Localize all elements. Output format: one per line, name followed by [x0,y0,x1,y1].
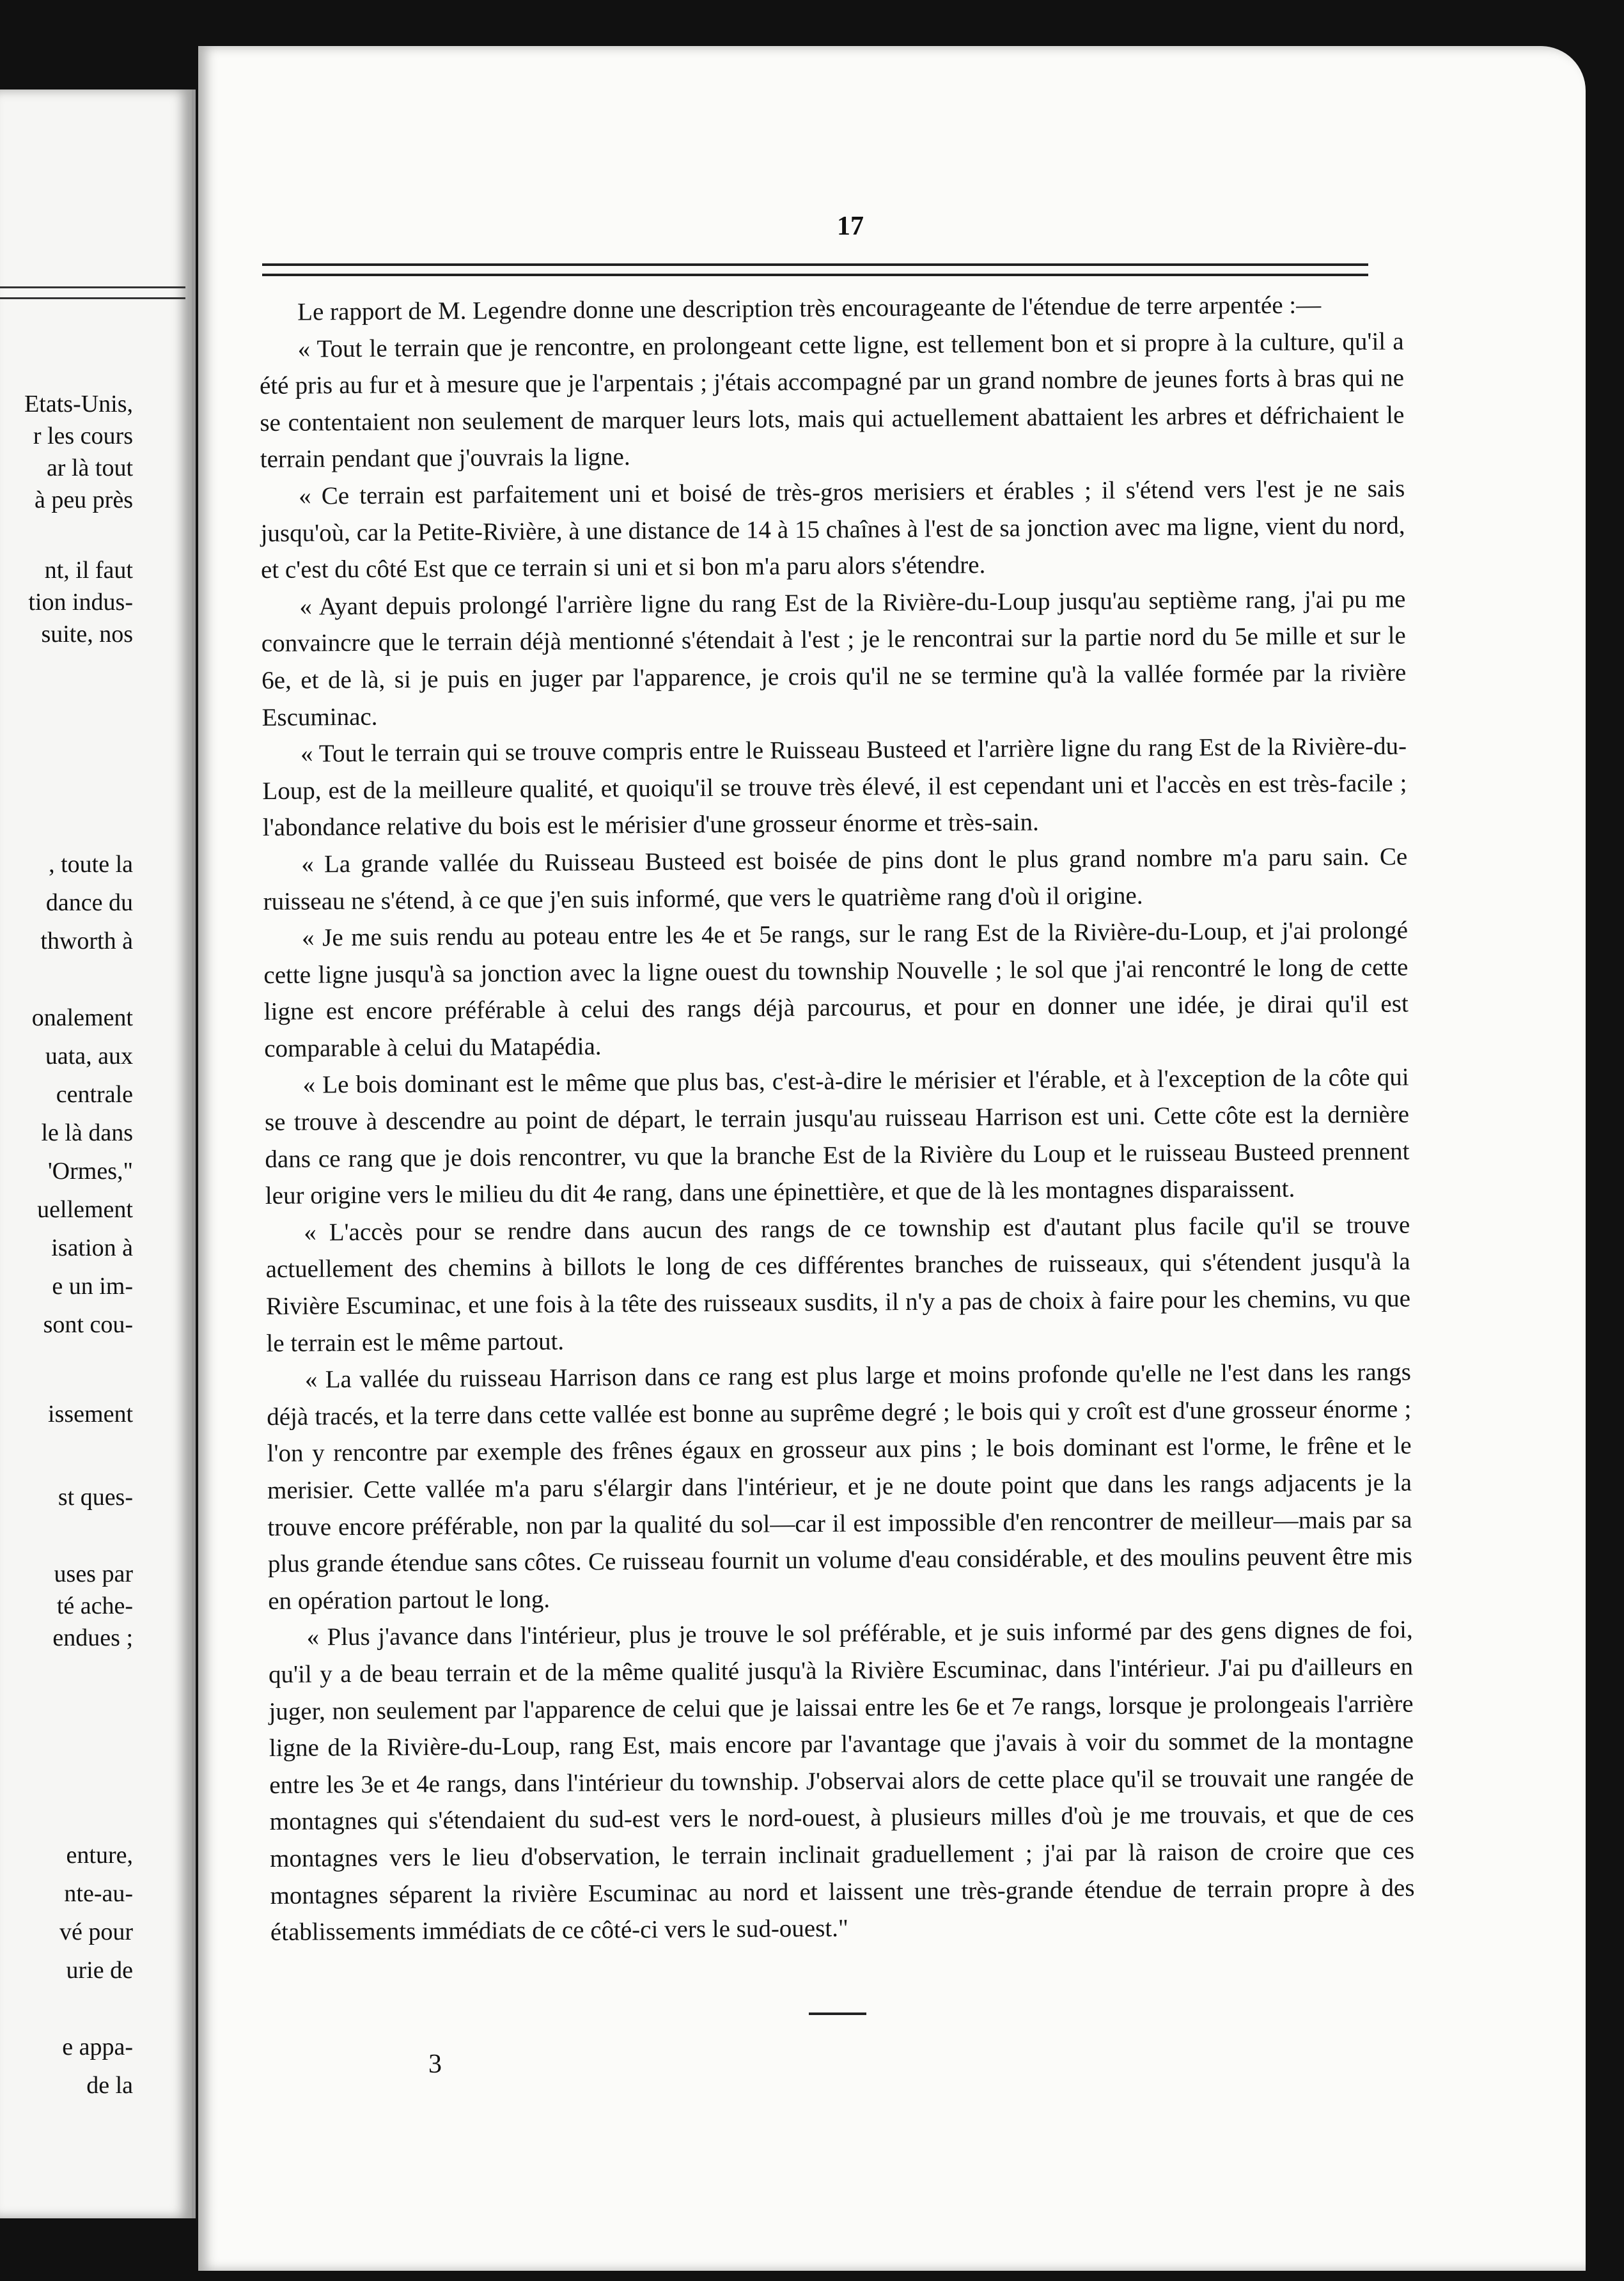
facing-line: tion indus- [28,589,133,616]
facing-line: e appa- [62,2034,133,2060]
facing-line: nte-au- [64,1880,133,1907]
page-number: 17 [837,212,864,241]
header-double-rule [262,263,1368,276]
facing-line: r les cours [33,423,133,449]
facing-line: nt, il faut [44,557,133,584]
facing-line: enture, [66,1842,133,1869]
facing-line: isation à [51,1234,133,1261]
facing-line: issement [48,1401,133,1428]
quoted-paragraph: « Ce terrain est parfaitement uni et boisé de très-gros merisiers et érables ; il s'étend vers l'est je ne sais jusqu'où, car la Petite-Rivière, à une distance de 14 à 15 chaînes à l'est de sa jonction avec ma ligne, vient du nord, et c'est du côté Est que ce terrain si uni et si bon m'a paru alors s'étendre. [260,474,1405,584]
facing-line: de la [86,2072,133,2099]
quoted-paragraph: « La vallée du ruisseau Harrison dans ce rang est plus large et moins profonde qu'elle ne l'est dans les rangs déjà tracés, et la terre dans cette vallée est bonne au suprême degré ; le bois qui y croît est d'une grosseur énorme ; l'on y rencontre par exemple des frênes égaux en grosseur aux pins ; le bois dominant est l'orme, le frêne et le merisier. Cette vallée m'a paru s'élargir dans l'intérieur, et je ne doute point que dans les rangs adjacents je la trouve encore préférable, non par la qualité du sol—car il est impossible d'en rencontrer de meilleur—mais par sa plus grande étendue sans côtes. Ce ruisseau fournit un volume d'eau considérable, et des moulins peuvent être mis en opération partout le long. [267,1358,1412,1615]
facing-line: dance du [45,889,133,916]
facing-line: thworth à [40,928,133,954]
facing-line: centrale [56,1081,133,1108]
facing-line: à peu près [34,487,133,513]
facing-line: vé pour [59,1919,133,1945]
intro-paragraph: Le rapport de M. Legendre donne une description très encourageante de l'étendue de terre arpentée :— [297,291,1322,326]
quoted-paragraph: « Plus j'avance dans l'intérieur, plus je trouve le sol préférable, et je suis informé par des gens dignes de foi, qu'il y a de beau terrain et de la même qualité jusqu'à la Rivière Escuminac, dans l'intérieur. J'ai pu d'ailleurs en juger, non seulement par l'apparence de celui que je laissai entre les 6e et 7e rangs, lorsque je prolongeais l'arrière ligne de la Rivière-du-Loup, rang Est, mais encore par l'avantage que j'avais à voir du sommet de la montagne entre les 3e et 4e rangs, dans l'intérieur du township. J'observai alors de cette place qu'il se trouvait une rangée de montagnes qui s'étendaient du sud-est vers le nord-ouest, à plusieurs milles d'où je me trouvais, et que de ces montagnes vers le lieu d'observation, le terrain inclinait graduellement ; j'ai par là raison de croire que ces montagnes séparent la rivière Escuminac au nord et laissent une très-grande étendue de terrain propre à des établissements immédiats de ce côté-ci vers le sud-ouest." [268,1615,1415,1947]
facing-line: endues ; [52,1624,133,1651]
quoted-paragraph: « La grande vallée du Ruisseau Busteed est boisée de pins dont le plus grand nombre m'a paru sain. Ce ruisseau ne s'étend, à ce que j'en suis informé, que vers le quatrième rang d'où il origine. [263,843,1408,915]
facing-line: Etats-Unis, [24,391,133,417]
quoted-paragraph: « L'accès pour se rendre dans aucun des rangs de ce township est d'autant plus facile qu'il se trouve actuellement des chemins à billots le long de ces différentes branches de ruisseaux, qui s'étendent jusqu'à la Rivière Escuminac, et une fois à la tête des ruisseaux susdits, il n'y a pas de choix à faire pour les chemins, vu que le terrain est le même partout. [265,1211,1411,1357]
facing-line: té ache- [56,1592,133,1619]
facing-line: e un im- [52,1273,133,1300]
facing-line: uellement [37,1196,133,1223]
facing-line: uses par [54,1561,133,1587]
facing-line: 'Ormes," [47,1158,133,1185]
facing-line: le là dans [41,1119,133,1146]
facing-line: sont cou- [43,1311,133,1338]
facing-line: urie de [66,1957,133,1984]
signature-mark: 3 [428,2050,442,2079]
quoted-paragraph: « Le bois dominant est le même que plus bas, c'est-à-dire le mérisier et l'érable, et à l'exception de la côte qui se trouve à descendre au point de départ, le terrain jusqu'au ruisseau Harrison est uni. Cette côte est la dernière dans ce rang que je dois rencontrer, vu que la branche Est de la Rivière du Loup et le ruisseau Busteed prennent leur origine vers le milieu du dit 4e rang, dans une épinettière, et que de là les montagnes disparaissent. [264,1063,1410,1210]
facing-page-rule [0,286,185,299]
quoted-paragraph: « Tout le terrain que je rencontre, en prolongeant cette ligne, est tellement bon et si propre à la culture, qu'il a été pris au fur et à mesure que je l'arpentais ; j'étais accompagné par un grand nombre de jeunes forts à bras qui ne se contentaient non seulement de marquer leurs lots, mais qui actuellement abattaient les arbres et défrichaient le terrain pendant que j'ouvrais la ligne. [259,327,1405,474]
facing-page [0,90,196,2218]
end-rule [809,2012,866,2015]
facing-line: st ques- [58,1484,133,1511]
facing-line: , toute la [49,851,133,878]
facing-line: suite, nos [41,621,133,648]
quoted-paragraph: « Tout le terrain qui se trouve compris entre le Ruisseau Busteed et l'arrière ligne du rang Est de la Rivière-du-Loup, est de la meilleure qualité, et quoiqu'il se trouve très élevé, il est cependant uni et l'accès en est très-facile ; l'abondance relative du bois est le mérisier d'une grosseur énorme et très-sain. [262,732,1407,842]
quoted-paragraph: « Ayant depuis prolongé l'arrière ligne du rang Est de la Rivière-du-Loup jusqu'au septième rang, j'ai pu me convaincre que le terrain déjà mentionné s'étendait à l'est ; je le rencontrai sur la partie nord du 5e mille et sur le 6e, et de là, si je puis en juger par l'apparence, je crois qu'il ne se termine qu'à la vallée formée par la rivière Escuminac. [261,585,1407,731]
facing-line: onalement [31,1004,133,1031]
quoted-paragraph: « Je me suis rendu au poteau entre les 4e et 5e rangs, sur le rang Est de la Rivière-du-Loup, et j'ai prolongé cette ligne jusqu'à sa jonction avec la ligne ouest du township Nouvelle ; le sol que j'ai rencontré le long de cette ligne est encore préférable à celui des rangs déjà parcourus, et pour en donner une idée, je dirai qu'il est comparable à celui du Matapédia. [263,916,1409,1063]
facing-line: ar là tout [46,455,133,481]
report-body [259,286,1415,1951]
facing-line: uata, aux [45,1043,133,1070]
